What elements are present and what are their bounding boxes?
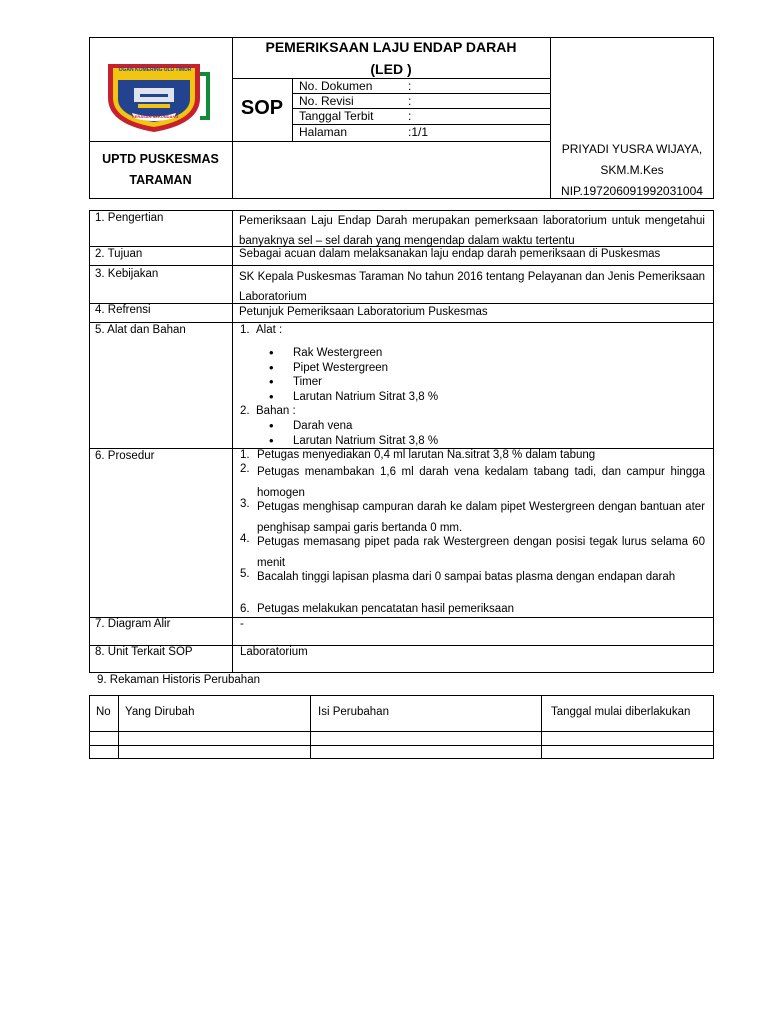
section-text-kebijakan: SK Kepala Puskesmas Taraman No tahun 2016 tentang Pelayanan dan Jenis Pemeriksaan Laboratorium: [239, 271, 705, 303]
prosedur-step: Petugas menambakan 1,6 ml darah vena kedalam tabang tadi, dan campur hingga homogen: [257, 466, 705, 499]
bahan-heading: Bahan :: [256, 405, 296, 417]
alat-number: 1.: [240, 324, 250, 336]
history-table: [89, 695, 714, 759]
step-number: 6.: [240, 603, 250, 615]
list-item: • Rak Westergreen: [293, 346, 438, 361]
doc-row-value: :: [408, 94, 412, 108]
sop-title-line2: (LED ): [370, 61, 412, 77]
prosedur-step: Petugas memasang pipet pada rak Westergreen dengan posisi tegak lurus selama 60 menit: [257, 536, 705, 569]
section-label-pengertian: 1. Pengertian: [95, 212, 164, 224]
puskesmas-logo: [104, 58, 216, 134]
list-item: • Larutan Natrium Sitrat 3,8 %: [293, 390, 438, 405]
step-number: 5.: [240, 568, 250, 580]
history-col-header: No: [96, 706, 111, 718]
bahan-number: 2.: [240, 405, 250, 417]
section-label-unit-terkait: 8. Unit Terkait SOP: [95, 646, 193, 658]
signatory-name: PRIYADI YUSRA WIJAYA,: [561, 142, 703, 156]
step-number: 2.: [240, 463, 250, 475]
history-col-header: Yang Dirubah: [125, 706, 195, 718]
section-label-prosedur: 6. Prosedur: [95, 450, 155, 462]
list-item: • Darah vena: [293, 419, 438, 434]
doc-row-label: No. Revisi: [299, 94, 354, 108]
sop-label: SOP: [240, 97, 284, 119]
doc-row-label: Tanggal Terbit: [299, 109, 374, 123]
section-text-unit-terkait: Laboratorium: [240, 646, 308, 658]
logo-text-bottom: SERASAN SEKUNDANG: [132, 114, 179, 119]
institution-name: UPTD PUSKESMAS: [102, 152, 219, 166]
doc-row-value: :: [408, 79, 412, 93]
section-text-pengertian: Pemeriksaan Laju Endap Darah merupakan pemerksaan laboratorium untuk mengetahui banyaknya sel – sel darah yang mengendap dalam waktu tertentu: [239, 215, 705, 247]
signatory-nip: NIP.197206091992031004: [561, 184, 703, 198]
doc-row-label: No. Dokumen: [299, 79, 373, 93]
signatory-degree: SKM.M.Kes: [600, 163, 664, 177]
institution-location: TARAMAN: [129, 173, 192, 187]
section-label-kebijakan: 3. Kebijakan: [95, 268, 159, 280]
doc-row-label: Halaman: [299, 125, 348, 139]
section-text-diagram-alir: -: [240, 618, 244, 630]
list-item: • Timer: [293, 375, 438, 390]
section-text-tujuan: Sebagai acuan dalam melaksanakan laju endap darah pemeriksaan di Puskesmas: [239, 248, 661, 260]
history-col-header: Isi Perubahan: [318, 706, 389, 718]
doc-row-value: :: [408, 109, 412, 123]
sop-title-line1: PEMERIKSAAN LAJU ENDAP DARAH: [265, 39, 517, 55]
prosedur-step: Petugas menghisap campuran darah ke dalam pipet Westergreen dengan bantuan ater penghisap sampai garis bertanda 0 mm.: [257, 501, 705, 534]
section-label-rekaman: 9. Rekaman Historis Perubahan: [97, 674, 260, 686]
history-col-header: Tanggal mulai diberlakukan: [551, 706, 691, 718]
section-text-refrensi: Petunjuk Pemeriksaan Laboratorium Puskesmas: [239, 306, 488, 318]
prosedur-step: Bacalah tinggi lapisan plasma dari 0 sampai batas plasma dengan endapan darah: [257, 571, 676, 583]
section-label-tujuan: 2. Tujuan: [95, 248, 143, 260]
section-label-alat-bahan: 5. Alat dan Bahan: [95, 324, 186, 336]
doc-row-value: :1/1: [408, 125, 429, 139]
step-number: 1.: [240, 449, 250, 461]
alat-list: [293, 346, 438, 404]
alat-heading: Alat :: [256, 324, 283, 336]
section-label-refrensi: 4. Refrensi: [95, 304, 151, 316]
list-item: • Pipet Westergreen: [293, 361, 438, 376]
section-label-diagram-alir: 7. Diagram Alir: [95, 618, 171, 630]
step-number: 3.: [240, 498, 250, 510]
bahan-list: [293, 419, 438, 448]
logo-text-top: OGAN KOMERING ULU TIMUR: [118, 67, 192, 73]
step-number: 4.: [240, 533, 250, 545]
prosedur-step: Petugas melakukan pencatatan hasil pemeriksaan: [257, 603, 514, 615]
prosedur-step: Petugas menyediakan 0,4 ml larutan Na.sitrat 3,8 % dalam tabung: [257, 449, 596, 461]
list-item: • Larutan Natrium Sitrat 3,8 %: [293, 434, 438, 449]
